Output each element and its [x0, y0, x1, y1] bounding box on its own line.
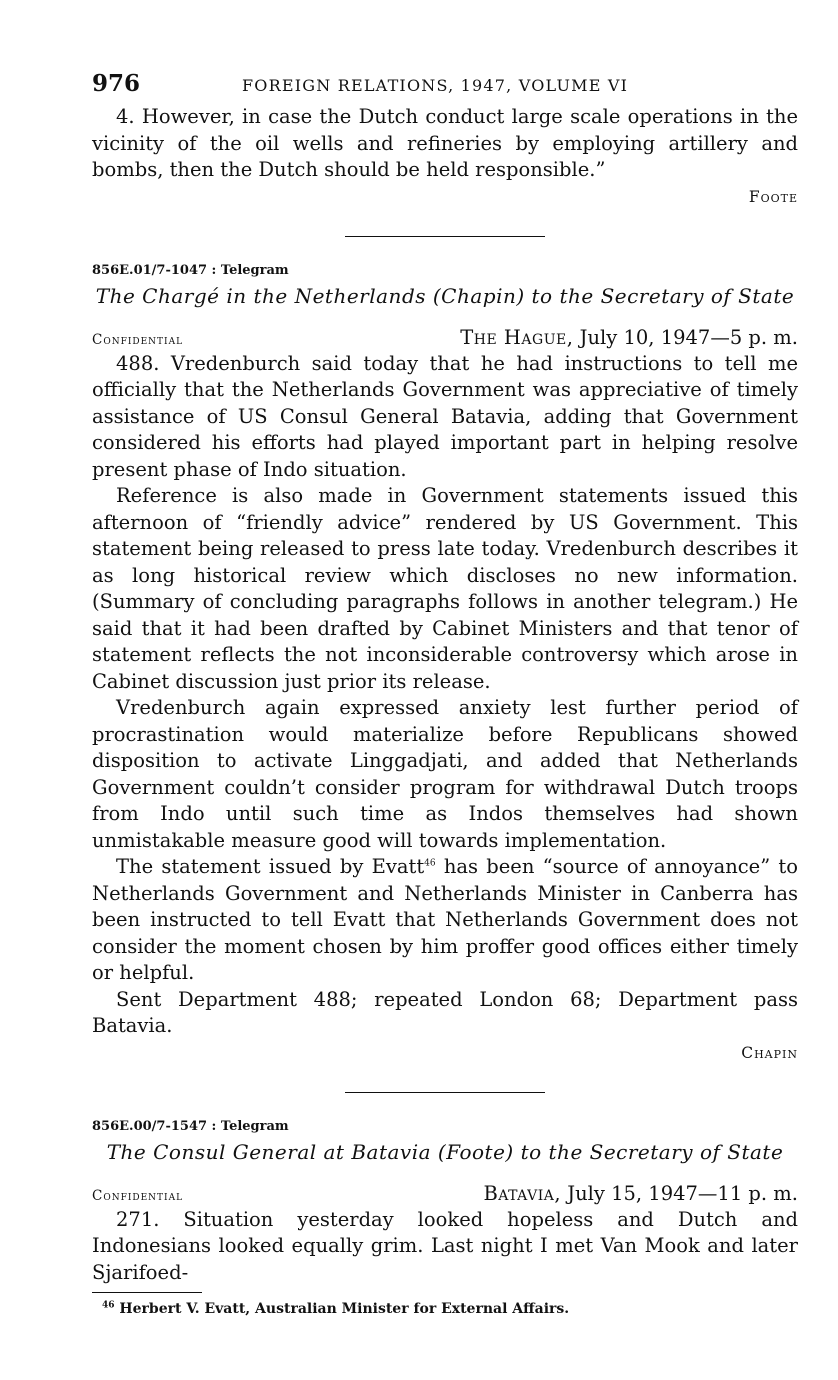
- page-number: 976: [92, 70, 141, 97]
- body-paragraph: Vredenburch again expressed anxiety lest further period of procrastination would materialize before Republicans showed disposition to activate Linggadjati, and added that Netherlands Government couldn’t consider program for withdrawal Dutch troops from Indo until such time as Indos themselves had shown unmistakable measure good will towards implementation.: [92, 696, 798, 852]
- footnote-marker: 46: [102, 1300, 115, 1311]
- body-paragraph: 488. Vredenburch said today that he had instructions to tell me officially that the Netherlands Government was appreciative of timely assistance of US Consul General Batavia, adding that Government considered his efforts had played important part in helping resolve present phase of Indo situation.: [92, 351, 798, 481]
- classification-label: Confidential: [92, 331, 184, 348]
- dateline: [92, 326, 798, 349]
- document-856e00: [92, 1119, 798, 1287]
- running-header: [92, 70, 798, 104]
- signature-chapin: Chapin: [741, 1043, 798, 1062]
- body-paragraph: Reference is also made in Government statements issued this afternoon of “friendly advice” rendered by US Government. This statement being released to press late today. Vredenburch describes it as long historical review which discloses no new information. (Summary of concluding paragraphs follows in another telegram.) He said that it had been drafted by Cabinet Ministers and that tenor of statement reflects the not inconsiderable controversy which arose in Cabinet discussion just prior its release.: [92, 484, 798, 693]
- dateline: [92, 1182, 798, 1205]
- footnote-reference: 46: [424, 858, 436, 869]
- document-heading: The Chargé in the Netherlands (Chapin) to the Secretary of State: [95, 283, 795, 308]
- place-name: Batavia,: [483, 1181, 562, 1205]
- paragraph-text: The statement issued by Evatt: [116, 855, 425, 878]
- section-divider: [345, 236, 545, 237]
- footnote: [102, 1301, 798, 1317]
- section-divider: [345, 1092, 545, 1093]
- body-paragraph: 4. However, in case the Dutch conduct large scale operations in the vicinity of the oil wells and refineries by employing artillery and bombs, then the Dutch should be held responsible.”: [92, 105, 798, 181]
- place-date: [483, 1182, 798, 1205]
- place-name: The Hague,: [460, 325, 574, 349]
- document-page: [92, 70, 798, 1317]
- body-paragraph: [92, 854, 798, 987]
- date-time: July 15, 1947—11 p. m.: [567, 1181, 798, 1205]
- footnote-text: Herbert V. Evatt, Australian Minister for External Affairs.: [114, 1301, 570, 1317]
- file-reference: 856E.00/7-1547 : Telegram: [92, 1118, 289, 1134]
- document-856e01: [92, 263, 798, 1062]
- place-date: [460, 326, 798, 349]
- footnote-divider: [92, 1292, 202, 1293]
- paragraph-text: has been “source of annoyance” to Netherlands Government and Netherlands Minister in Canberra has been instructed to tell Evatt that Netherlands Government does not consider the moment chosen by him proffer good offices either timely or helpful.: [92, 855, 798, 984]
- document-heading: The Consul General at Batavia (Foote) to the Secretary of State: [106, 1139, 784, 1164]
- document-tail-section: [92, 104, 798, 206]
- body-paragraph: Sent Department 488; repeated London 68; Department pass Batavia.: [92, 987, 798, 1037]
- body-paragraph: 271. Situation yesterday looked hopeless and Dutch and Indonesians looked equally grim. Last night I met Van Mook and later Sjarifoed-: [92, 1207, 798, 1284]
- classification-label: Confidential: [92, 1187, 184, 1204]
- signature-foote: Foote: [748, 187, 798, 206]
- date-time: July 10, 1947—5 p. m.: [579, 325, 798, 349]
- running-title: FOREIGN RELATIONS, 1947, VOLUME VI: [242, 76, 629, 95]
- file-reference: 856E.01/7-1047 : Telegram: [92, 262, 289, 278]
